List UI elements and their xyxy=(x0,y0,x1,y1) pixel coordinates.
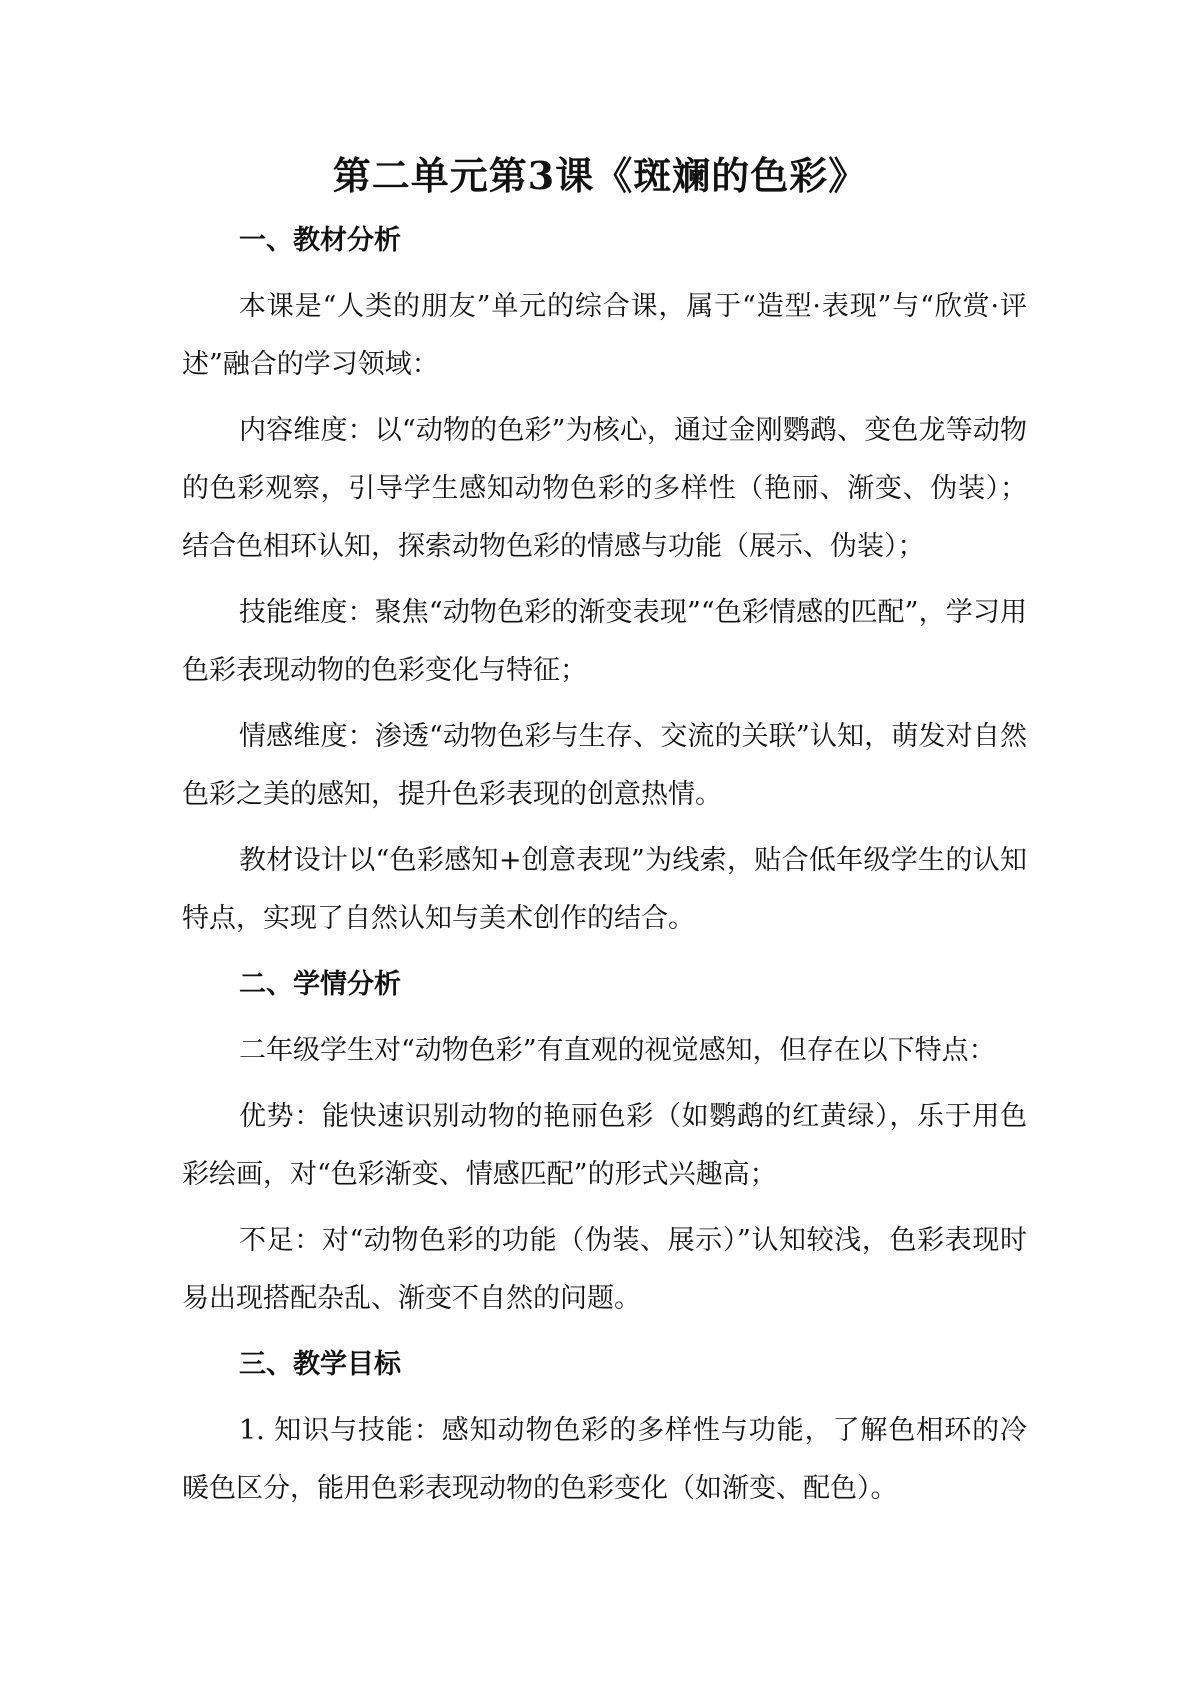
section-heading: 一、教材分析 xyxy=(239,225,401,256)
section-heading: 二、学情分析 xyxy=(239,969,401,1000)
paragraph: 情感维度：渗透“动物色彩与生存、交流的关联”认知，萌发对自然色彩之美的感知，提升色彩表现的创意热情。 xyxy=(182,721,1027,810)
paragraph: 1. 知识与技能：感知动物色彩的多样性与功能，了解色相环的冷暖色区分，能用色彩表现动物的色彩变化（如渐变、配色）。 xyxy=(182,1415,1027,1504)
paragraph: 不足：对“动物色彩的功能（伪装、展示）”认知较浅，色彩表现时易出现搭配杂乱、渐变不自然的问题。 xyxy=(182,1225,1027,1314)
paragraph: 二年级学生对“动物色彩”有直观的视觉感知，但存在以下特点： xyxy=(239,1035,996,1066)
paragraph: 本课是“人类的朋友”单元的综合课，属于“造型·表现”与“欣赏·评述”融合的学习领域： xyxy=(182,291,1027,380)
paragraph: 内容维度：以“动物的色彩”为核心，通过金刚鹦鹉、变色龙等动物的色彩观察，引导学生感知动物色彩的多样性（艳丽、渐变、伪装）；结合色相环认知，探索动物色彩的情感与功能（展示、伪装）； xyxy=(182,415,1027,562)
document-body xyxy=(182,212,1027,1526)
section-teaching-goals xyxy=(182,1336,1027,1518)
document-title: 第二单元第3课《斑斓的色彩》 xyxy=(332,153,868,198)
section-textbook-analysis xyxy=(182,212,1027,948)
section-student-analysis xyxy=(182,956,1027,1328)
section-heading: 三、教学目标 xyxy=(239,1349,401,1380)
paragraph: 教材设计以“色彩感知+创意表现”为线索，贴合低年级学生的认知特点，实现了自然认知与美术创作的结合。 xyxy=(182,845,1027,934)
paragraph: 优势：能快速识别动物的艳丽色彩（如鹦鹉的红黄绿），乐于用色彩绘画，对“色彩渐变、情感匹配”的形式兴趣高； xyxy=(182,1101,1027,1190)
paragraph: 技能维度：聚焦“动物色彩的渐变表现”“色彩情感的匹配”，学习用色彩表现动物的色彩变化与特征； xyxy=(182,597,1027,686)
